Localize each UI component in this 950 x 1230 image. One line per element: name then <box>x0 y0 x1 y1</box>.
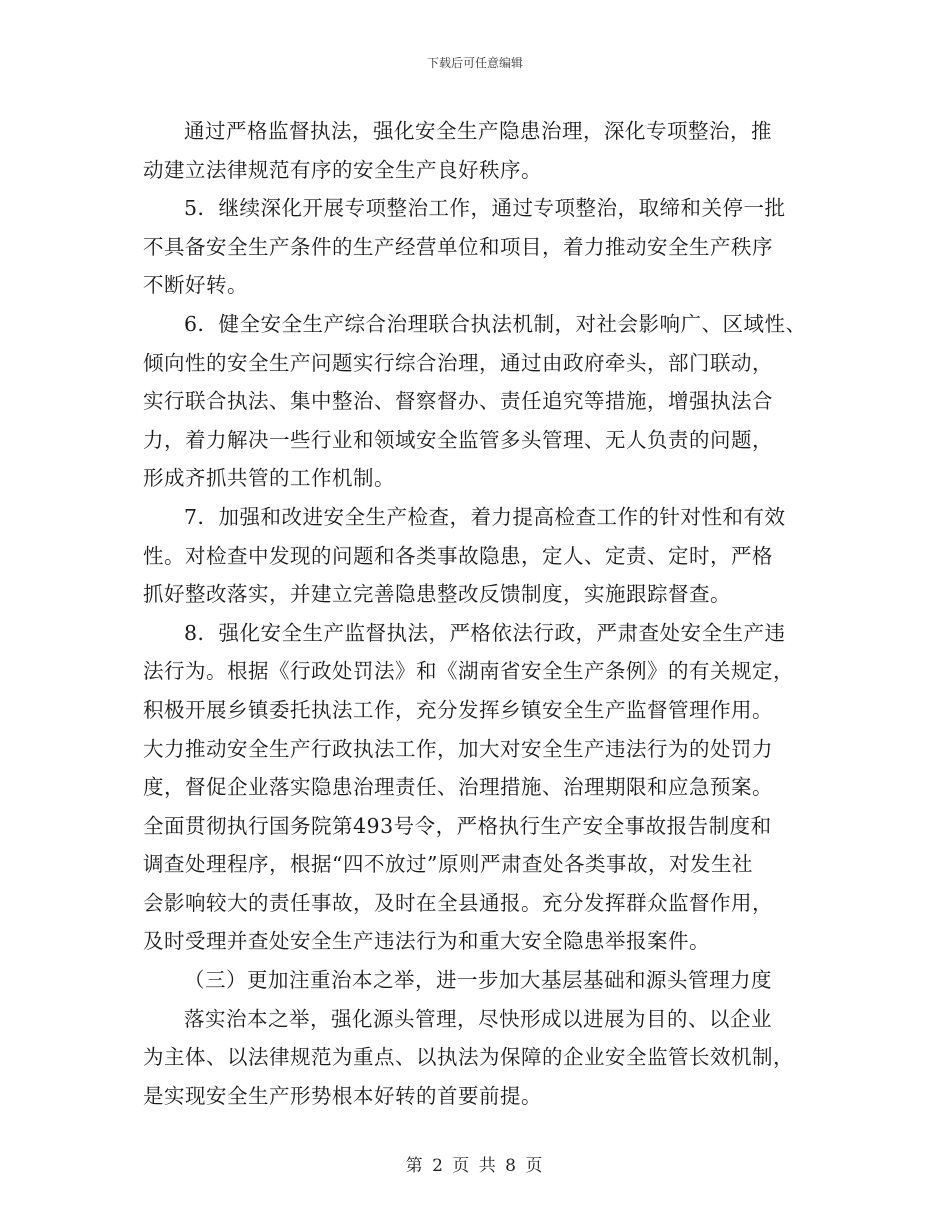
text-line: 实行联合执法、集中整治、督察督办、责任追究等措施，增强执法合 <box>143 389 773 414</box>
text-line: 法行为。根据《行政处罚法》和《湖南省安全生产条例》的有关规定， <box>143 659 794 684</box>
text-line: 会影响较大的责任事故，及时在全县通报。充分发挥群众监督作用， <box>143 890 773 915</box>
text-line: 及时受理并查处安全生产违法行为和重大安全隐患举报案件。 <box>143 929 710 954</box>
text-line: 通过严格监督执法，强化安全生产隐患治理，深化专项整治，推 <box>184 119 772 143</box>
text-line: 抓好整改落实，并建立完善隐患整改反馈制度，实施跟踪督查。 <box>143 582 731 607</box>
page-header-note: 下载后可任意编辑 <box>426 56 523 70</box>
text-line: 调查处理程序，根据“四不放过”原则严肃查处各类事故，对发生社 <box>143 852 753 877</box>
text-line: 积极开展乡镇委托执法工作，充分发挥乡镇安全生产监督管理作用。 <box>143 697 773 722</box>
text-line: 全面贯彻执行国务院第493号令，严格执行生产安全事故报告制度和 <box>143 813 772 838</box>
section-heading: （三）更加注重治本之举，进一步加大基层基础和源头管理力度 <box>184 968 772 993</box>
text-line: 落实治本之举，强化源头管理，尽快形成以进展为目的、以企业 <box>184 1006 772 1031</box>
text-line: 度，督促企业落实隐患治理责任、治理措施、治理期限和应急预案。 <box>143 775 773 800</box>
page-number: 第 2 页 共 8 页 <box>405 1156 545 1176</box>
text-line: 5．继续深化开展专项整治工作，通过专项整治，取缔和关停一批 <box>184 196 786 221</box>
text-line: 6．健全安全生产综合治理联合执法机制，对社会影响广、区域性、 <box>184 311 807 336</box>
text-line: 7．加强和改进安全生产检查，着力提高检查工作的针对性和有效 <box>184 504 786 529</box>
text-line: 不断好转。 <box>143 273 248 298</box>
text-line: 动建立法律规范有序的安全生产良好秩序。 <box>143 157 542 182</box>
document-body <box>143 112 828 1115</box>
text-line: 8．强化安全生产监督执法，严格依法行政，严肃查处安全生产违 <box>184 620 786 645</box>
text-line: 力，着力解决一些行业和领域安全监管多头管理、无人负责的问题， <box>143 427 773 452</box>
text-line: 不具备安全生产条件的生产经营单位和项目，着力推动安全生产秩序 <box>143 234 773 259</box>
text-line: 大力推动安全生产行政执法工作，加大对安全生产违法行为的处罚力 <box>143 736 773 761</box>
text-line: 性。对检查中发现的问题和各类事故隐患，定人、定责、定时，严格 <box>143 543 773 568</box>
text-line: 是实现安全生产形势根本好转的首要前提。 <box>143 1083 542 1108</box>
text-line: 为主体、以法律规范为重点、以执法为保障的企业安全监管长效机制， <box>143 1045 794 1070</box>
text-line: 倾向性的安全生产问题实行综合治理，通过由政府牵头，部门联动， <box>143 350 773 375</box>
text-line: 形成齐抓共管的工作机制。 <box>143 466 395 491</box>
